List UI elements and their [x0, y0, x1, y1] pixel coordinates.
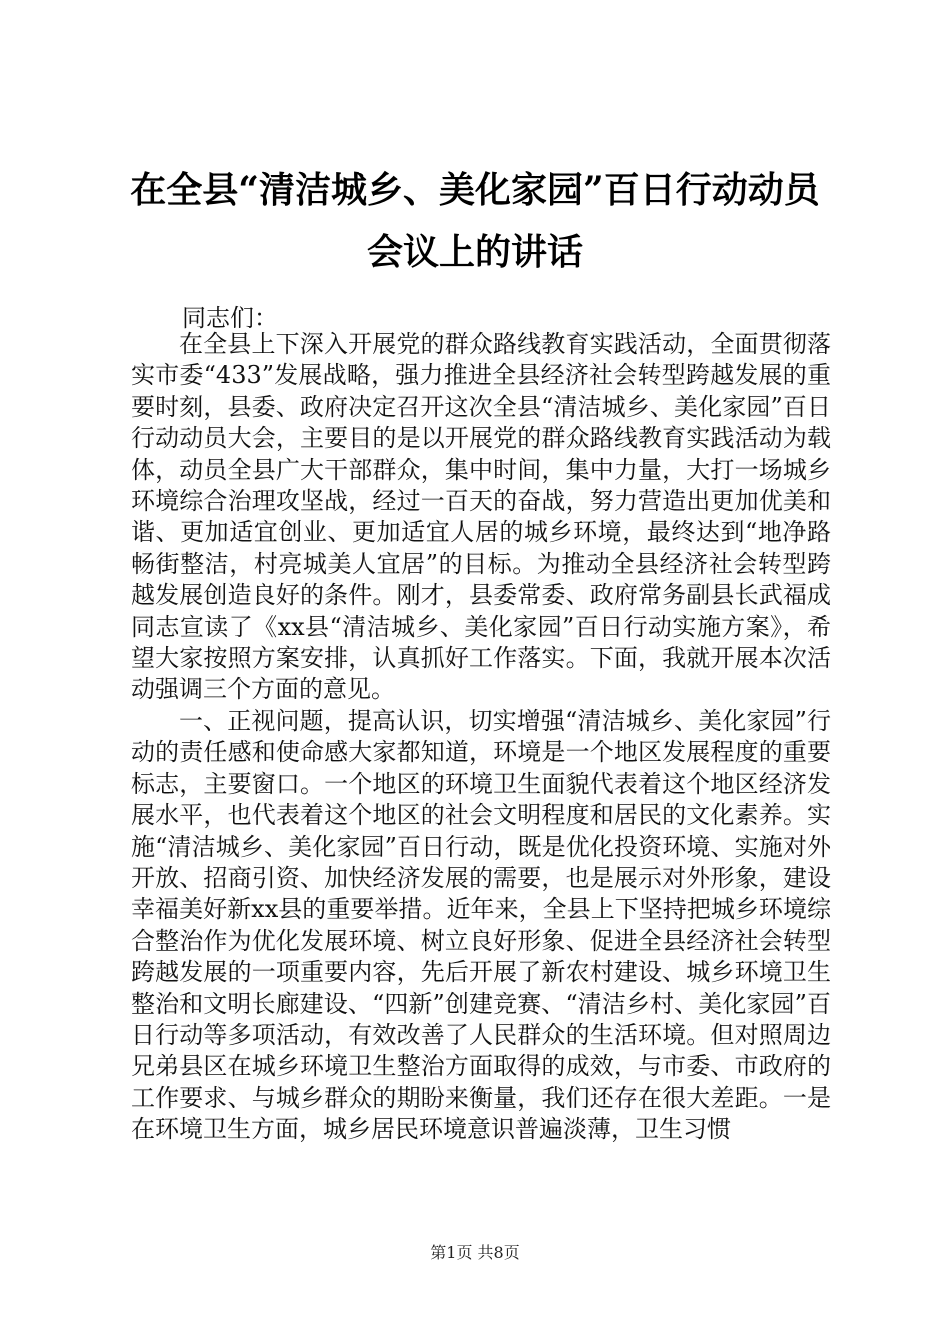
body-paragraph-1: 在全县上下深入开展党的群众路线教育实践活动，全面贯彻落实市委“433”发展战略，强力推进全县经济社会转型跨越发展的重要时刻，县委、政府决定召开这次全县“清洁城乡、美化家园”百日行动动员大会，主要目的是以开展党的群众路线教育实践活动为载体，动员全县广大干部群众，集中时间，集中力量，大打一场城乡环境综合治理攻坚战，经过一百天的奋战，努力营造出更加优美和谐、更加适宜创业、更加适宜人居的城乡环境，最终达到“地净路畅街整洁，村亮城美人宜居”的目标。为推动全县经济社会转型跨越发展创造良好的条件。刚才，县委常委、政府常务副县长武福成同志宣读了《xx县“清洁城乡、美化家园”百日行动实施方案》，希望大家按照方案安排，认真抓好工作落实。下面，我就开展本次活动强调三个方面的意见。 [131, 330, 831, 704]
salutation: 同志们： [182, 304, 278, 332]
document-title-line-1: 在全县“清洁城乡、美化家园”百日行动动员 [130, 169, 820, 211]
body-paragraph-2: 一、正视问题，提高认识，切实增强“清洁城乡、美化家园”行动的责任感和使命感大家都知道，环境是一个地区发展程度的重要标志，主要窗口。一个地区的环境卫生面貌代表着这个地区经济发展水平，也代表着这个地区的社会文明程度和居民的文化素养。实施“清洁城乡、美化家园”百日行动，既是优化投资环境、实施对外开放、招商引资、加快经济发展的需要，也是展示对外形象，建设幸福美好新xx县的重要举措。近年来，全县上下坚持把城乡环境综合整治作为优化发展环境、树立良好形象、促进全县经济社会转型跨越发展的一项重要内容，先后开展了新农村建设、城乡环境卫生整治和文明长廊建设、“四新”创建竞赛、“清洁乡村、美化家园”百日行动等多项活动，有效改善了人民群众的生活环境。但对照周边兄弟县区在城乡环境卫生整治方面取得的成效，与市委、市政府的工作要求、与城乡群众的期盼来衡量，我们还存在很大差距。一是在环境卫生方面，城乡居民环境意识普遍淡薄，卫生习惯 [131, 706, 831, 1144]
document-title-line-2: 会议上的讲话 [366, 231, 583, 273]
page-footer: 第1页 共8页 [430, 1243, 520, 1262]
document-body [131, 329, 831, 1146]
